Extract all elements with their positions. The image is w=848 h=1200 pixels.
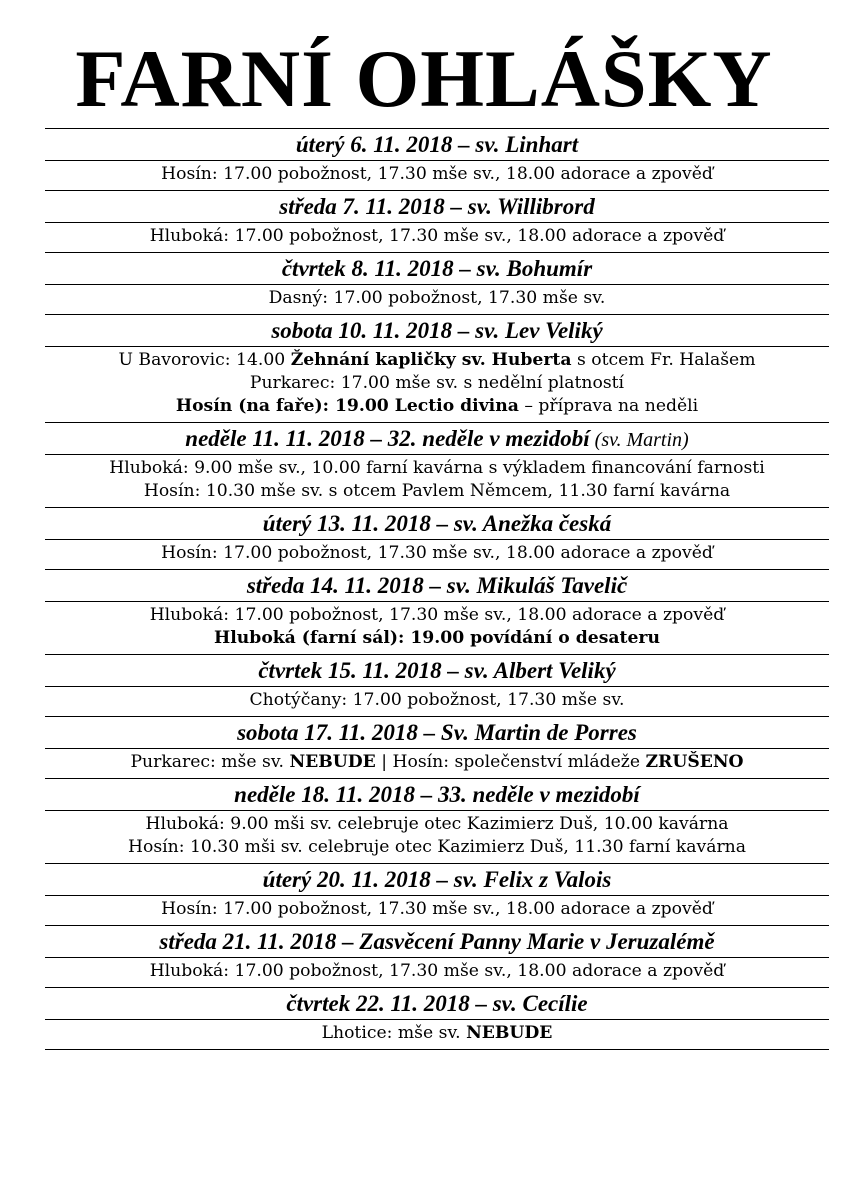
event-text: Hosín: 17.00 pobožnost, 17.30 mše sv., 18.00 adorace a zpověď — [161, 899, 713, 919]
day-heading-text: úterý 6. 11. 2018 – sv. Linhart — [295, 132, 579, 157]
day-section — [45, 987, 829, 1049]
day-section — [45, 128, 829, 190]
event-lines — [45, 455, 829, 507]
event-lines — [45, 285, 829, 314]
event-text: Hosín: 17.00 pobožnost, 17.30 mše sv., 18.00 adorace a zpověď — [161, 543, 713, 563]
day-heading-text: úterý 13. 11. 2018 – sv. Anežka česká — [262, 511, 612, 536]
day-heading-text: neděle 11. 11. 2018 – 32. neděle v mezidobí — [185, 426, 590, 451]
event-lines — [45, 811, 829, 863]
event-text: Chotýčany: 17.00 pobožnost, 17.30 mše sv. — [249, 690, 625, 710]
event-text: Hluboká: 17.00 pobožnost, 17.30 mše sv., 18.00 adorace a zpověď — [149, 961, 725, 981]
day-heading — [45, 864, 829, 896]
event-line — [45, 898, 829, 921]
event-line — [45, 1022, 829, 1045]
event-text: U Bavorovic: 14.00 — [118, 350, 291, 370]
day-heading — [45, 315, 829, 347]
event-line — [45, 836, 829, 859]
event-line — [45, 225, 829, 248]
event-line — [45, 627, 829, 650]
day-heading — [45, 655, 829, 687]
event-text-bold: Žehnání kapličky sv. Huberta — [290, 350, 572, 370]
event-lines — [45, 161, 829, 190]
event-line — [45, 604, 829, 627]
event-line — [45, 372, 829, 395]
day-section — [45, 569, 829, 654]
day-heading-text: středa 7. 11. 2018 – sv. Willibrord — [279, 194, 595, 219]
announcements-list — [45, 128, 829, 1050]
event-text: Hluboká: 9.00 mše sv., 10.00 farní kavárna s výkladem financování farnosti — [109, 458, 765, 478]
day-section — [45, 654, 829, 716]
event-text: Purkarec: 17.00 mše sv. s nedělní platností — [249, 373, 625, 393]
event-line — [45, 751, 829, 774]
event-text-bold: NEBUDE — [289, 752, 376, 772]
event-line — [45, 480, 829, 503]
event-line — [45, 960, 829, 983]
event-text-bold: Hluboká (farní sál): 19.00 povídání o desateru — [214, 628, 660, 648]
event-line — [45, 287, 829, 310]
day-heading-text: úterý 20. 11. 2018 – sv. Felix z Valois — [262, 867, 612, 892]
event-lines — [45, 540, 829, 569]
event-line — [45, 542, 829, 565]
event-line — [45, 457, 829, 480]
event-text: s otcem Fr. Halašem — [571, 350, 756, 370]
event-line — [45, 395, 829, 418]
day-section — [45, 778, 829, 863]
day-heading — [45, 253, 829, 285]
day-heading-text: sobota 10. 11. 2018 – sv. Lev Veliký — [271, 318, 603, 343]
day-section — [45, 863, 829, 925]
event-lines — [45, 602, 829, 654]
day-heading-text: čtvrtek 8. 11. 2018 – sv. Bohumír — [281, 256, 593, 281]
day-heading — [45, 988, 829, 1020]
event-lines — [45, 749, 829, 778]
day-section — [45, 925, 829, 987]
event-line — [45, 163, 829, 186]
day-heading — [45, 779, 829, 811]
day-section — [45, 422, 829, 507]
event-text-bold: Hosín (na faře): 19.00 Lectio divina — [175, 396, 519, 416]
event-text-bold: ZRUŠENO — [645, 752, 744, 772]
event-line — [45, 349, 829, 372]
event-line — [45, 689, 829, 712]
event-text: Lhotice: mše sv. — [321, 1023, 467, 1043]
day-heading — [45, 129, 829, 161]
event-line — [45, 813, 829, 836]
event-lines — [45, 223, 829, 252]
event-text: Hosín: 17.00 pobožnost, 17.30 mše sv., 18.00 adorace a zpověď — [161, 164, 713, 184]
event-lines — [45, 347, 829, 422]
event-lines — [45, 958, 829, 987]
event-text: – příprava na neděli — [518, 396, 699, 416]
day-heading-text: středa 21. 11. 2018 – Zasvěcení Panny Marie v Jeruzalémě — [159, 929, 715, 954]
day-section — [45, 252, 829, 314]
day-heading — [45, 717, 829, 749]
day-heading — [45, 570, 829, 602]
day-section — [45, 507, 829, 569]
day-heading-text: čtvrtek 22. 11. 2018 – sv. Cecílie — [286, 991, 588, 1016]
page-title: FARNÍ OHLÁŠKY — [75, 33, 773, 124]
event-text-bold: NEBUDE — [466, 1023, 553, 1043]
event-text: Hluboká: 9.00 mši sv. celebruje otec Kazimierz Duš, 10.00 kavárna — [145, 814, 729, 834]
day-heading-note: (sv. Martin) — [589, 429, 689, 451]
day-heading-text: čtvrtek 15. 11. 2018 – sv. Albert Veliký — [258, 658, 616, 683]
event-text: Hluboká: 17.00 pobožnost, 17.30 mše sv., 18.00 adorace a zpověď — [149, 605, 725, 625]
day-heading — [45, 423, 829, 455]
event-text: Hosín: 10.30 mši sv. celebruje otec Kazimierz Duš, 11.30 farní kavárna — [128, 837, 746, 857]
event-lines — [45, 896, 829, 925]
event-lines — [45, 1020, 829, 1049]
day-heading — [45, 191, 829, 223]
day-heading-text: neděle 18. 11. 2018 – 33. neděle v mezidobí — [234, 782, 640, 807]
day-section — [45, 314, 829, 422]
event-text: Purkarec: mše sv. — [130, 752, 290, 772]
day-heading — [45, 508, 829, 540]
event-text: Hluboká: 17.00 pobožnost, 17.30 mše sv., 18.00 adorace a zpověď — [149, 226, 725, 246]
event-text: Hosín: 10.30 mše sv. s otcem Pavlem Němcem, 11.30 farní kavárna — [143, 481, 731, 501]
day-section — [45, 190, 829, 252]
event-lines — [45, 687, 829, 716]
event-text: Dasný: 17.00 pobožnost, 17.30 mše sv. — [268, 288, 606, 308]
day-heading-text: středa 14. 11. 2018 – sv. Mikuláš Tavelič — [246, 573, 628, 598]
day-heading — [45, 926, 829, 958]
event-text: | Hosín: společenství mládeže — [375, 752, 646, 772]
day-section — [45, 716, 829, 778]
day-heading-text: sobota 17. 11. 2018 – Sv. Martin de Porres — [237, 720, 637, 745]
